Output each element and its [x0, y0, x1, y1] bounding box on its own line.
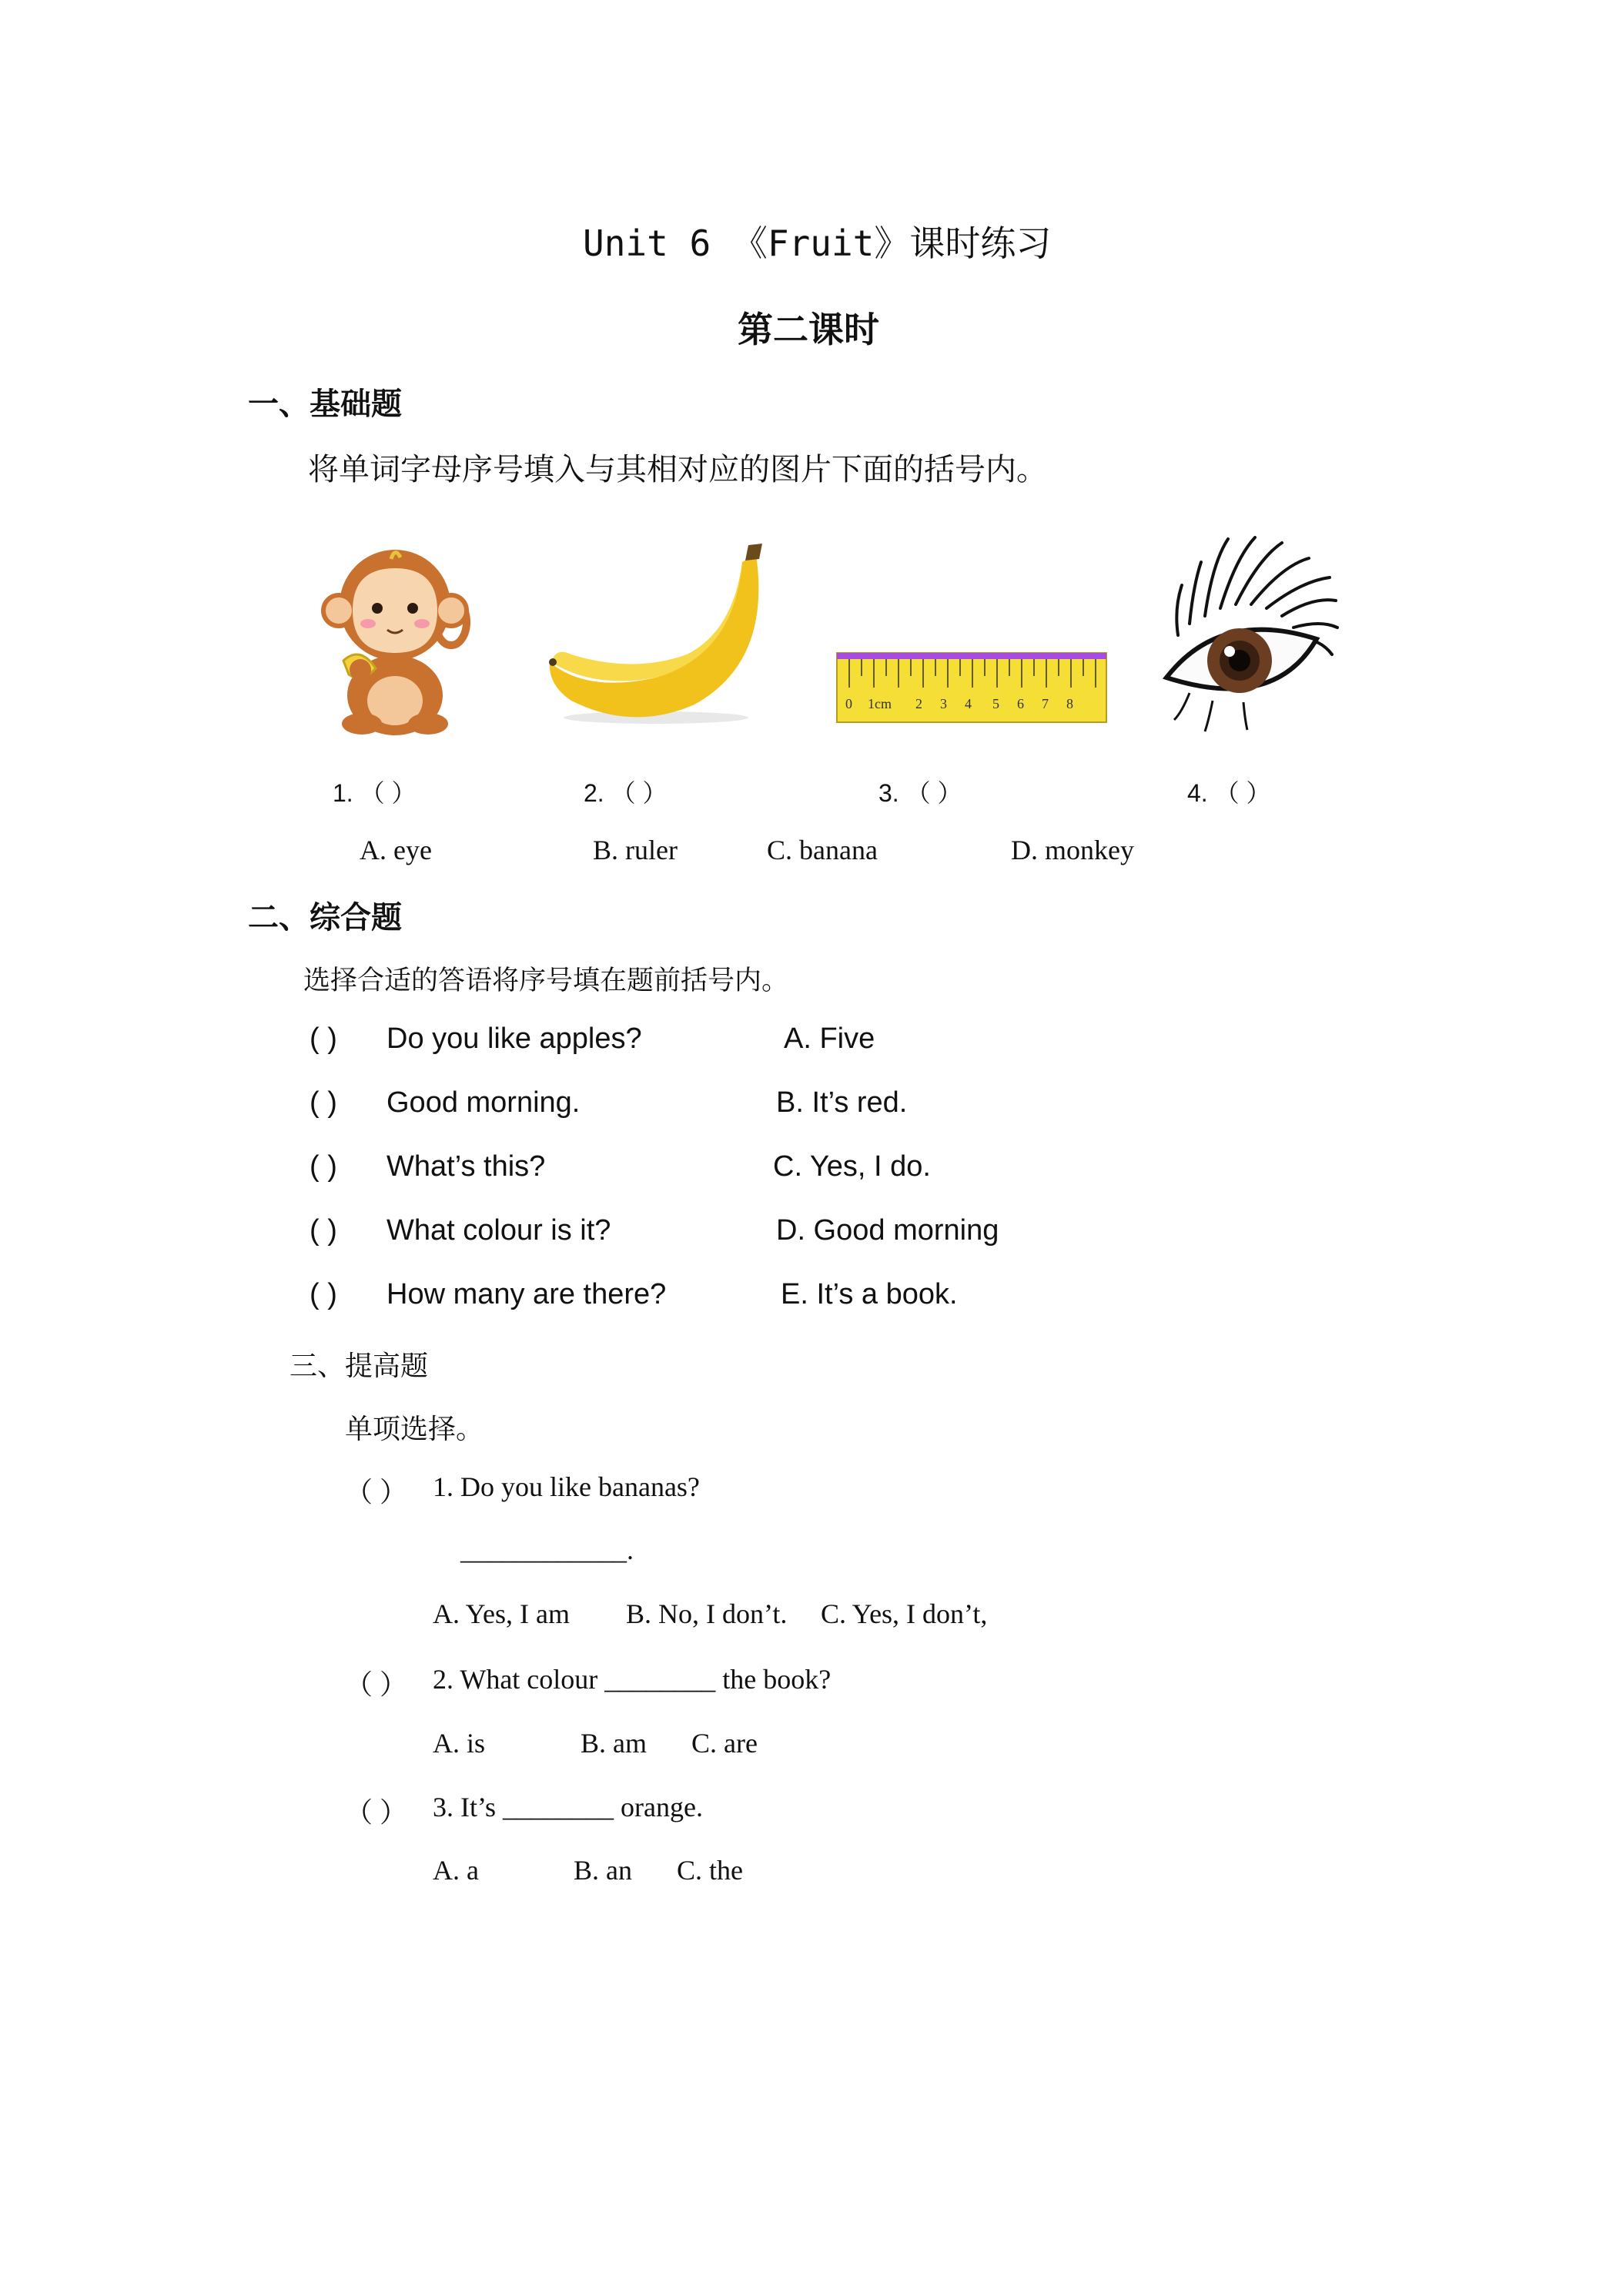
svg-text:8: 8 — [1066, 696, 1073, 711]
picture-label-4 — [1187, 774, 1270, 809]
ruler-picture — [834, 645, 1111, 734]
word-option-c: C. banana — [767, 835, 878, 865]
picture-label-3 — [878, 774, 962, 809]
answer-option: D. Good morning — [776, 1214, 999, 1247]
word-option-b: B. ruler — [593, 835, 678, 865]
page-subtitle: 第二课时 — [738, 309, 879, 350]
monkey-picture — [314, 537, 480, 738]
svg-text:2: 2 — [915, 696, 922, 711]
question-text: 3. It’s ________ orange. — [433, 1792, 703, 1822]
answer-option: B. It’s red. — [776, 1086, 908, 1119]
answer-bracket[interactable]: ( ) — [310, 1022, 337, 1055]
section-instruction: 将单词字母序号填入与其相对应的图片下面的括号内。 — [308, 452, 1047, 487]
svg-text:6: 6 — [1017, 696, 1024, 711]
choice-option-c: C. are — [691, 1728, 758, 1759]
section-heading-advanced: 三、提高题 — [289, 1350, 429, 1382]
question-text: What’s this? — [387, 1150, 546, 1183]
svg-text:7: 7 — [1042, 696, 1049, 711]
banana-picture — [540, 539, 775, 728]
picture-number: 1. — [333, 779, 353, 807]
question-text: 2. What colour ________ the book? — [433, 1664, 832, 1695]
picture-number: 3. — [878, 779, 899, 807]
answer-bracket[interactable]: ( ) — [310, 1278, 337, 1310]
answer-bracket[interactable]: （ ） — [345, 1477, 408, 1508]
question-text: 1. Do you like bananas? — [433, 1471, 700, 1502]
choice-option-c: C. Yes, I don’t, — [821, 1598, 988, 1629]
question-text: Do you like apples? — [387, 1022, 642, 1055]
picture-number: 2. — [584, 779, 604, 807]
answer-option: E. It’s a book. — [781, 1278, 958, 1310]
svg-text:5: 5 — [992, 696, 999, 711]
svg-text:1cm: 1cm — [868, 696, 892, 711]
answer-blank[interactable]: ____________. — [460, 1535, 634, 1565]
svg-text:4: 4 — [965, 696, 972, 711]
choice-option-a: A. Yes, I am — [433, 1598, 571, 1629]
answer-bracket[interactable]: （ ） — [345, 1669, 408, 1700]
svg-text:3: 3 — [940, 696, 947, 711]
question-text: Good morning. — [387, 1086, 581, 1119]
choice-option-b: B. am — [581, 1728, 647, 1759]
choice-option-a: A. a — [433, 1855, 479, 1886]
picture-number: 4. — [1187, 779, 1208, 807]
answer-bracket[interactable]: （ ） — [360, 779, 417, 807]
answer-option: C. Yes, I do. — [773, 1150, 931, 1183]
word-option-a: A. eye — [360, 835, 432, 865]
answer-bracket[interactable]: （ ） — [611, 779, 668, 807]
answer-bracket[interactable]: ( ) — [310, 1086, 337, 1119]
answer-bracket[interactable]: （ ） — [1214, 779, 1271, 807]
section-instruction: 单项选择。 — [345, 1414, 484, 1445]
answer-option: A. Five — [784, 1022, 875, 1055]
question-text: What colour is it? — [387, 1214, 611, 1247]
word-option-d: D. monkey — [1011, 835, 1134, 865]
svg-text:0: 0 — [845, 696, 852, 711]
question-text: How many are there? — [387, 1278, 667, 1310]
choice-option-b: B. No, I don’t. — [626, 1598, 788, 1629]
section-heading-basic: 一、基础题 — [248, 387, 402, 422]
section-heading-comprehensive: 二、综合题 — [248, 900, 402, 935]
choice-option-b: B. an — [574, 1855, 632, 1886]
choice-option-c: C. the — [677, 1855, 743, 1886]
picture-label-1 — [333, 774, 416, 809]
page-title: Unit 6 《Fruit》课时练习 — [583, 223, 1052, 264]
answer-bracket[interactable]: （ ） — [905, 779, 962, 807]
answer-bracket[interactable]: ( ) — [310, 1150, 337, 1183]
choice-option-a: A. is — [433, 1728, 486, 1759]
section-instruction: 选择合适的答语将序号填在题前括号内。 — [303, 966, 789, 996]
answer-bracket[interactable]: ( ) — [310, 1214, 337, 1247]
answer-bracket[interactable]: （ ） — [345, 1797, 408, 1828]
eye-picture — [1159, 531, 1340, 739]
picture-label-2 — [584, 774, 667, 809]
